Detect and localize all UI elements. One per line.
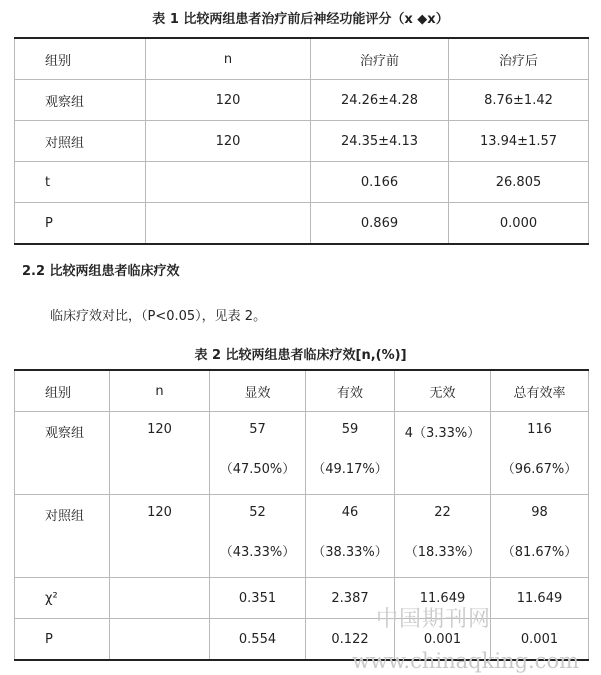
table2-header-row	[15, 370, 589, 412]
table-row	[15, 203, 589, 245]
table1-cell: 观察组	[15, 80, 146, 121]
count-value: 52	[249, 505, 266, 520]
table2-header-cell: 无效	[395, 370, 491, 412]
table2-cell	[210, 412, 306, 495]
body-paragraph: 临床疗效对比，（P<0.05），见表 2。	[50, 309, 267, 324]
table2-cell: 0.351	[210, 578, 306, 619]
table2-cell	[491, 495, 589, 578]
table2-cell	[110, 578, 210, 619]
percent-value: （81.67%）	[501, 545, 578, 560]
table-row	[15, 495, 589, 578]
table1-cell: 120	[146, 80, 311, 121]
table2-cell: 2.387	[306, 578, 395, 619]
table-row	[15, 578, 589, 619]
table1-cell: t	[15, 162, 146, 203]
count-value: 98	[531, 505, 548, 520]
section-heading: 2.2 比较两组患者临床疗效	[22, 264, 180, 279]
table1-caption: 表 1 比较两组患者治疗前后神经功能评分（х ◆х）	[152, 12, 449, 27]
table2-caption: 表 2 比较两组患者临床疗效[n,(%)]	[194, 348, 407, 363]
n-value: 120	[147, 422, 172, 437]
table2-header-cell: 有效	[306, 370, 395, 412]
table1-header-cell: 治疗前	[311, 38, 449, 80]
table1-cell: 24.26±4.28	[311, 80, 449, 121]
table1-header-cell: n	[146, 38, 311, 80]
table1	[14, 37, 589, 245]
table2-header-cell: 显效	[210, 370, 306, 412]
count-value: 59	[341, 422, 359, 437]
table1-cell: 0.000	[449, 203, 589, 245]
table-row	[15, 162, 589, 203]
table1-cell: P	[15, 203, 146, 245]
table1-cell	[146, 162, 311, 203]
table2-cell	[210, 495, 306, 578]
table2-cell	[395, 412, 491, 495]
table1-header-cell: 治疗后	[449, 38, 589, 80]
table2-cell: 11.649	[491, 578, 589, 619]
table1-cell: 13.94±1.57	[449, 121, 589, 162]
table2-cell: χ²	[15, 578, 110, 619]
table1-cell: 26.805	[449, 162, 589, 203]
count-value: 22	[434, 505, 451, 520]
table2-cell: 11.649	[395, 578, 491, 619]
table2-cell	[306, 495, 395, 578]
count-value: 116	[527, 422, 552, 437]
table2-header-cell: 总有效率	[491, 370, 589, 412]
table-row	[15, 412, 589, 495]
table2-cell: 0.001	[395, 619, 491, 661]
table1-cell	[146, 203, 311, 245]
table2-header-cell: n	[110, 370, 210, 412]
table2-cell	[15, 412, 110, 495]
table2-cell	[110, 619, 210, 661]
n-value: 120	[147, 505, 172, 520]
table2-cell	[110, 495, 210, 578]
group-label: 对照组	[45, 509, 85, 524]
table1-cell: 8.76±1.42	[449, 80, 589, 121]
percent-value: （47.50%）	[219, 462, 296, 477]
percent-value: （38.33%）	[312, 545, 388, 560]
table2-cell	[110, 412, 210, 495]
table2-cell	[395, 495, 491, 578]
table1-cell: 对照组	[15, 121, 146, 162]
table1-cell: 0.869	[311, 203, 449, 245]
table2-cell	[306, 412, 395, 495]
count-value: 4（3.33%）	[404, 426, 481, 441]
percent-value: （18.33%）	[404, 545, 481, 560]
table2-cell: 0.554	[210, 619, 306, 661]
count-value: 46	[341, 505, 359, 520]
watermark-url: www.chinaqking.com	[352, 649, 580, 673]
table2-cell: P	[15, 619, 110, 661]
percent-value: （43.33%）	[219, 545, 296, 560]
table1-header-cell: 组别	[15, 38, 146, 80]
table-row	[15, 80, 589, 121]
table1-cell: 0.166	[311, 162, 449, 203]
count-value: 57	[249, 422, 266, 437]
percent-value: （96.67%）	[501, 462, 578, 477]
table2-cell	[491, 412, 589, 495]
group-label: 观察组	[45, 426, 85, 441]
table-row	[15, 121, 589, 162]
table1-cell: 24.35±4.13	[311, 121, 449, 162]
table2-cell	[15, 495, 110, 578]
table1-cell: 120	[146, 121, 311, 162]
percent-value: （49.17%）	[312, 462, 388, 477]
watermark-cn: 中国期刊网	[376, 607, 492, 632]
table2-header-cell: 组别	[15, 370, 110, 412]
table2	[14, 369, 589, 661]
table2-cell: 0.122	[306, 619, 395, 661]
table2-cell: 0.001	[491, 619, 589, 661]
table1-header-row	[15, 38, 589, 80]
